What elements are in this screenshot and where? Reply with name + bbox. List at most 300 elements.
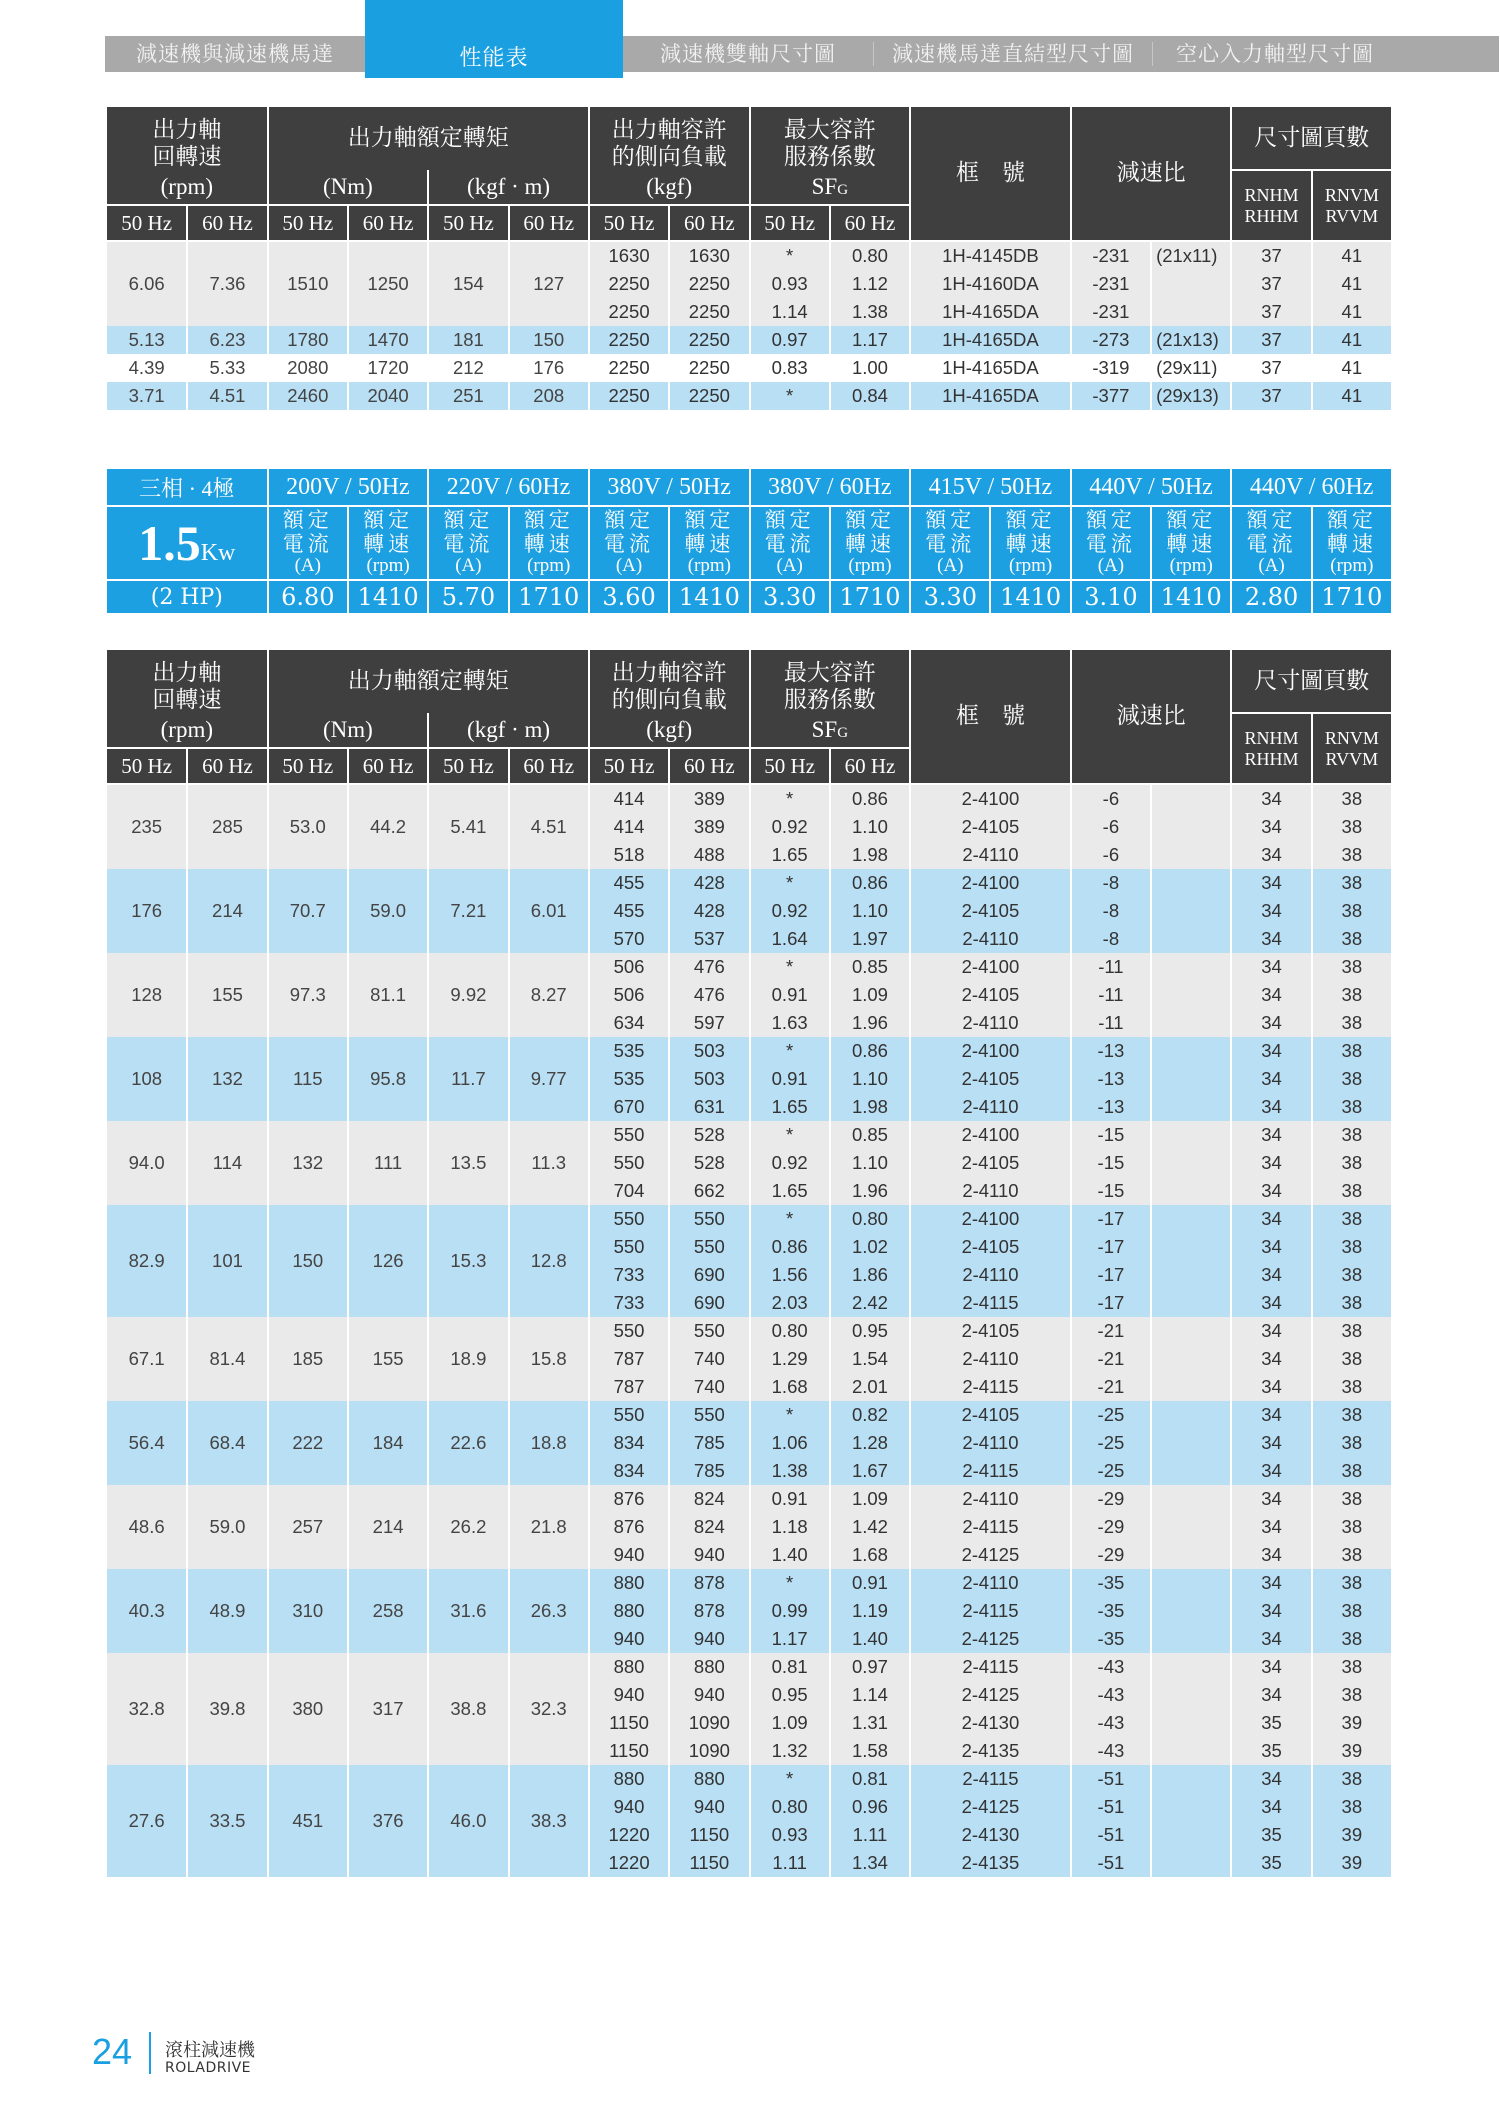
cell-side-load-50: 2250 — [589, 326, 669, 354]
cell-frame: 2-4110 — [910, 1177, 1071, 1205]
cell-sf-60: 1.10 — [830, 1149, 910, 1177]
motor-voltage-freq: 440V / 50Hz — [1071, 469, 1232, 506]
cell-rpm60: 132 — [187, 1037, 267, 1121]
cell-side-load-60: 2250 — [669, 298, 749, 326]
col-header-ratio: 減速比 — [1071, 107, 1232, 241]
cell-ratio-detail — [1151, 1289, 1231, 1317]
cell-frame: 2-4110 — [910, 1569, 1071, 1597]
cell-nm60: 317 — [348, 1653, 428, 1765]
cell-nm60: 2040 — [348, 382, 428, 410]
cell-dim-rnhm: 35 — [1231, 1821, 1311, 1849]
cell-dim-rnhm: 34 — [1231, 1541, 1311, 1569]
cell-side-load-60: 488 — [669, 841, 749, 869]
col-header-kgfm-unit: (kgf · m) — [428, 170, 589, 205]
cell-ratio-detail — [1151, 1121, 1231, 1149]
cell-ratio: -6 — [1071, 784, 1151, 813]
cell-dim-rnvm: 38 — [1312, 1401, 1392, 1429]
cell-kg60: 18.8 — [509, 1401, 589, 1485]
cell-ratio-detail — [1151, 981, 1231, 1009]
motor-speed-label — [348, 506, 428, 580]
motor-current-label — [428, 506, 508, 580]
tab-double-shaft[interactable]: 減速機雙軸尺寸圖 — [660, 42, 836, 66]
cell-side-load-50: 880 — [589, 1597, 669, 1625]
col-header-sfg-unit: SFG — [750, 170, 911, 205]
cell-dim-rnvm: 38 — [1312, 1345, 1392, 1373]
cell-dim-rnvm: 38 — [1312, 1429, 1392, 1457]
tab-performance[interactable]: 性能表 — [365, 0, 623, 78]
cell-frame: 2-4105 — [910, 1149, 1071, 1177]
cell-side-load-60: 597 — [669, 1009, 749, 1037]
cell-ratio: -377 — [1071, 382, 1151, 410]
cell-dim-rnhm: 34 — [1231, 1233, 1311, 1261]
cell-side-load-50: 704 — [589, 1177, 669, 1205]
cell-dim-rnvm: 39 — [1312, 1849, 1392, 1877]
cell-ratio: -51 — [1071, 1765, 1151, 1793]
cell-dim-rnvm: 38 — [1312, 1765, 1392, 1793]
cell-ratio: -51 — [1071, 1849, 1151, 1877]
cell-nm50: 53.0 — [268, 784, 348, 869]
motor-power-unit: Kw — [200, 540, 236, 566]
cell-side-load-50: 834 — [589, 1429, 669, 1457]
tab-reducer-motor[interactable]: 減速機與減速機馬達 — [136, 42, 334, 66]
cell-side-load-50: 550 — [589, 1121, 669, 1149]
cell-frame: 2-4110 — [910, 925, 1071, 953]
cell-frame: 1H-4165DA — [910, 326, 1071, 354]
cell-side-load-60: 785 — [669, 1429, 749, 1457]
cell-sf-50: 0.91 — [750, 981, 830, 1009]
col-header-50hz: 50 Hz — [268, 205, 348, 241]
cell-frame: 1H-4160DA — [910, 270, 1071, 298]
cell-sf-60: 1.68 — [830, 1541, 910, 1569]
cell-frame: 2-4110 — [910, 1009, 1071, 1037]
cell-side-load-50: 2250 — [589, 298, 669, 326]
cell-kg50: 5.41 — [428, 784, 508, 869]
cell-dim-rnvm: 38 — [1312, 1625, 1392, 1653]
cell-ratio: -273 — [1071, 326, 1151, 354]
cell-dim-rnhm: 37 — [1231, 241, 1311, 270]
cell-side-load-60: 503 — [669, 1065, 749, 1093]
cell-dim-rnvm: 38 — [1312, 1317, 1392, 1345]
cell-dim-rnvm: 38 — [1312, 981, 1392, 1009]
cell-frame: 2-4105 — [910, 897, 1071, 925]
col-header-60hz: 60 Hz — [669, 748, 749, 784]
tab-direct-coupled[interactable]: 減速機馬達直結型尺寸圖 — [892, 42, 1134, 66]
cell-sf-50: * — [750, 1569, 830, 1597]
cell-ratio-detail — [1151, 1541, 1231, 1569]
cell-dim-rnhm: 37 — [1231, 326, 1311, 354]
cell-rpm60: 39.8 — [187, 1653, 267, 1765]
motor-speed-value: 1710 — [509, 580, 589, 614]
cell-side-load-60: 550 — [669, 1401, 749, 1429]
cell-sf-50: 1.56 — [750, 1261, 830, 1289]
cell-sf-50: 1.09 — [750, 1709, 830, 1737]
cell-frame: 2-4105 — [910, 1401, 1071, 1429]
motor-speed-value: 1410 — [990, 580, 1070, 614]
cell-dim-rnhm: 34 — [1231, 1373, 1311, 1401]
motor-speed-label — [1312, 506, 1392, 580]
footer-divider — [149, 2032, 151, 2074]
motor-speed-label-text: 額定 轉速 — [1326, 508, 1377, 556]
cell-side-load-50: 880 — [589, 1765, 669, 1793]
cell-sf-50: 0.86 — [750, 1233, 830, 1261]
cell-side-load-60: 528 — [669, 1121, 749, 1149]
motor-phase: 三相 · 4極 — [107, 469, 268, 506]
cell-nm60: 111 — [348, 1121, 428, 1205]
cell-sf-60: 1.38 — [830, 298, 910, 326]
cell-side-load-50: 880 — [589, 1569, 669, 1597]
motor-speed-value: 1710 — [1312, 580, 1392, 614]
cell-dim-rnvm: 38 — [1312, 1093, 1392, 1121]
cell-ratio: -17 — [1071, 1289, 1151, 1317]
cell-ratio: -25 — [1071, 1429, 1151, 1457]
cell-ratio: -43 — [1071, 1681, 1151, 1709]
motor-speed-unit: (rpm) — [1008, 554, 1053, 576]
cell-sf-60: 1.31 — [830, 1709, 910, 1737]
cell-dim-rnvm: 41 — [1312, 241, 1392, 270]
cell-rpm50: 82.9 — [107, 1205, 187, 1317]
cell-nm50: 70.7 — [268, 869, 348, 953]
cell-nm60: 59.0 — [348, 869, 428, 953]
cell-dim-rnhm: 34 — [1231, 1569, 1311, 1597]
cell-side-load-60: 631 — [669, 1093, 749, 1121]
motor-current-label-text: 額定 電流 — [1246, 508, 1297, 556]
col-header-service-factor: 最大容許 服務係數 — [750, 650, 911, 713]
cell-frame: 1H-4165DA — [910, 298, 1071, 326]
cell-dim-rnvm: 41 — [1312, 270, 1392, 298]
cell-ratio: -231 — [1071, 298, 1151, 326]
cell-sf-60: 0.86 — [830, 784, 910, 813]
cell-dim-rnhm: 35 — [1231, 1849, 1311, 1877]
cell-dim-rnhm: 34 — [1231, 1093, 1311, 1121]
cell-dim-rnhm: 34 — [1231, 1625, 1311, 1653]
col-header-frame: 框 號 — [910, 650, 1071, 784]
cell-ratio: -8 — [1071, 869, 1151, 897]
cell-sf-60: 1.19 — [830, 1597, 910, 1625]
motor-speed-value: 1710 — [830, 580, 910, 614]
cell-kg50: 181 — [428, 326, 508, 354]
cell-side-load-60: 940 — [669, 1541, 749, 1569]
cell-frame: 2-4110 — [910, 1345, 1071, 1373]
cell-kg50: 22.6 — [428, 1401, 508, 1485]
cell-nm50: 115 — [268, 1037, 348, 1121]
cell-sf-60: 1.10 — [830, 1065, 910, 1093]
cell-ratio: -25 — [1071, 1457, 1151, 1485]
cell-frame: 1H-4165DA — [910, 382, 1071, 410]
cell-ratio: -29 — [1071, 1541, 1151, 1569]
cell-sf-50: * — [750, 241, 830, 270]
cell-ratio-detail — [1151, 1737, 1231, 1765]
cell-side-load-50: 414 — [589, 813, 669, 841]
cell-dim-rnvm: 38 — [1312, 1457, 1392, 1485]
cell-side-load-50: 550 — [589, 1317, 669, 1345]
col-header-50hz: 50 Hz — [750, 748, 830, 784]
cell-ratio: -6 — [1071, 841, 1151, 869]
cell-frame: 2-4130 — [910, 1821, 1071, 1849]
cell-ratio: -231 — [1071, 241, 1151, 270]
cell-kg60: 21.8 — [509, 1485, 589, 1569]
cell-ratio-detail — [1151, 1317, 1231, 1345]
cell-nm60: 126 — [348, 1205, 428, 1317]
motor-speed-label-text: 額定 轉速 — [523, 508, 574, 556]
motor-current-value: 3.30 — [910, 580, 990, 614]
cell-sf-50: 2.03 — [750, 1289, 830, 1317]
cell-ratio-detail — [1151, 841, 1231, 869]
cell-kg50: 31.6 — [428, 1569, 508, 1653]
cell-side-load-50: 940 — [589, 1625, 669, 1653]
cell-ratio-detail — [1151, 1849, 1231, 1877]
cell-sf-50: * — [750, 953, 830, 981]
cell-dim-rnhm: 34 — [1231, 813, 1311, 841]
cell-ratio-detail — [1151, 1429, 1231, 1457]
cell-ratio-detail — [1151, 1065, 1231, 1093]
motor-speed-label-text: 額定 轉速 — [1166, 508, 1217, 556]
motor-current-value: 3.60 — [589, 580, 669, 614]
motor-speed-label — [669, 506, 749, 580]
cell-dim-rnvm: 38 — [1312, 1653, 1392, 1681]
cell-rpm50: 176 — [107, 869, 187, 953]
col-header-50hz: 50 Hz — [268, 748, 348, 784]
motor-speed-label-text: 額定 轉速 — [363, 508, 414, 556]
cell-sf-50: 1.64 — [750, 925, 830, 953]
cell-side-load-50: 455 — [589, 869, 669, 897]
cell-side-load-60: 1150 — [669, 1849, 749, 1877]
cell-side-load-60: 2250 — [669, 382, 749, 410]
motor-current-label — [1231, 506, 1311, 580]
cell-sf-50: 0.91 — [750, 1065, 830, 1093]
cell-ratio: -35 — [1071, 1625, 1151, 1653]
cell-dim-rnvm: 38 — [1312, 1289, 1392, 1317]
cell-ratio-detail — [1151, 1821, 1231, 1849]
cell-dim-rnvm: 38 — [1312, 1205, 1392, 1233]
cell-sf-50: 0.99 — [750, 1597, 830, 1625]
cell-frame: 2-4110 — [910, 1093, 1071, 1121]
table-row — [107, 869, 1392, 897]
cell-ratio: -43 — [1071, 1737, 1151, 1765]
cell-frame: 2-4100 — [910, 1205, 1071, 1233]
cell-nm60: 1250 — [348, 241, 428, 326]
cell-sf-60: 0.97 — [830, 1653, 910, 1681]
cell-side-load-60: 740 — [669, 1373, 749, 1401]
motor-speed-unit: (rpm) — [848, 554, 892, 576]
cell-dim-rnvm: 38 — [1312, 1121, 1392, 1149]
cell-kg50: 26.2 — [428, 1485, 508, 1569]
motor-current-unit: (A) — [1258, 554, 1285, 576]
cell-sf-60: 0.84 — [830, 382, 910, 410]
cell-dim-rnhm: 34 — [1231, 1205, 1311, 1233]
col-header-50hz: 50 Hz — [589, 205, 669, 241]
cell-side-load-60: 880 — [669, 1765, 749, 1793]
cell-dim-rnvm: 38 — [1312, 1569, 1392, 1597]
cell-kg60: 11.3 — [509, 1121, 589, 1205]
cell-dim-rnhm: 34 — [1231, 1345, 1311, 1373]
tab-hollow-input[interactable]: 空心入力軸型尺寸圖 — [1176, 42, 1374, 66]
motor-voltage-freq: 200V / 50Hz — [268, 469, 429, 506]
col-header-dim-pages: 尺寸圖頁數 — [1231, 650, 1392, 713]
cell-dim-rnhm: 34 — [1231, 1681, 1311, 1709]
motor-current-label — [589, 506, 669, 580]
cell-dim-rnvm: 38 — [1312, 1177, 1392, 1205]
cell-frame: 2-4115 — [910, 1513, 1071, 1541]
cell-dim-rnhm: 37 — [1231, 354, 1311, 382]
cell-dim-rnvm: 39 — [1312, 1821, 1392, 1849]
cell-sf-60: 1.98 — [830, 841, 910, 869]
cell-ratio-detail: (29x13) — [1151, 382, 1231, 410]
cell-rpm60: 214 — [187, 869, 267, 953]
cell-kg50: 212 — [428, 354, 508, 382]
cell-kg60: 38.3 — [509, 1765, 589, 1877]
performance-table-1h — [107, 107, 1393, 410]
cell-ratio: -8 — [1071, 925, 1151, 953]
cell-rpm60: 5.33 — [187, 354, 267, 382]
motor-power-value: 1.5 — [138, 515, 201, 571]
top-nav — [0, 0, 1500, 78]
cell-side-load-60: 428 — [669, 869, 749, 897]
cell-side-load-60: 878 — [669, 1597, 749, 1625]
cell-frame: 2-4125 — [910, 1681, 1071, 1709]
cell-frame: 2-4115 — [910, 1289, 1071, 1317]
cell-kg60: 26.3 — [509, 1569, 589, 1653]
cell-ratio-detail — [1151, 1037, 1231, 1065]
motor-speed-value: 1410 — [1151, 580, 1231, 614]
cell-frame: 2-4115 — [910, 1373, 1071, 1401]
cell-sf-50: 1.65 — [750, 841, 830, 869]
cell-side-load-50: 634 — [589, 1009, 669, 1037]
cell-kg60: 6.01 — [509, 869, 589, 953]
motor-speed-value: 1410 — [669, 580, 749, 614]
cell-sf-50: 0.95 — [750, 1681, 830, 1709]
col-header-rnhm: RNHM RHHM — [1231, 170, 1311, 241]
cell-side-load-50: 506 — [589, 953, 669, 981]
cell-side-load-60: 940 — [669, 1793, 749, 1821]
cell-frame: 2-4105 — [910, 813, 1071, 841]
col-header-rpm-unit: (rpm) — [107, 170, 268, 205]
cell-side-load-60: 528 — [669, 1149, 749, 1177]
cell-nm50: 97.3 — [268, 953, 348, 1037]
cell-dim-rnvm: 38 — [1312, 925, 1392, 953]
table-row — [107, 784, 1392, 813]
col-header-kgf-unit: (kgf) — [589, 713, 750, 748]
cell-ratio: -17 — [1071, 1205, 1151, 1233]
cell-ratio: -15 — [1071, 1121, 1151, 1149]
motor-power — [107, 506, 268, 580]
cell-ratio-detail — [1151, 1233, 1231, 1261]
cell-nm60: 44.2 — [348, 784, 428, 869]
cell-dim-rnhm: 37 — [1231, 298, 1311, 326]
cell-rpm60: 114 — [187, 1121, 267, 1205]
cell-side-load-50: 2250 — [589, 270, 669, 298]
cell-dim-rnvm: 38 — [1312, 1681, 1392, 1709]
cell-ratio: -319 — [1071, 354, 1151, 382]
cell-sf-60: 0.85 — [830, 953, 910, 981]
col-header-out-speed: 出力軸 回轉速 — [107, 107, 268, 170]
cell-frame: 2-4115 — [910, 1457, 1071, 1485]
cell-side-load-60: 476 — [669, 981, 749, 1009]
cell-nm50: 257 — [268, 1485, 348, 1569]
table-row — [107, 241, 1392, 270]
col-header-kgfm-unit: (kgf · m) — [428, 713, 589, 748]
cell-dim-rnvm: 41 — [1312, 326, 1392, 354]
cell-side-load-50: 876 — [589, 1513, 669, 1541]
cell-side-load-50: 518 — [589, 841, 669, 869]
cell-sf-50: 1.65 — [750, 1093, 830, 1121]
col-header-dim-pages: 尺寸圖頁數 — [1231, 107, 1392, 170]
cell-frame: 2-4125 — [910, 1793, 1071, 1821]
cell-side-load-60: 2250 — [669, 326, 749, 354]
cell-side-load-60: 878 — [669, 1569, 749, 1597]
cell-sf-60: 1.34 — [830, 1849, 910, 1877]
motor-current-label-text: 額定 電流 — [925, 508, 976, 556]
cell-kg50: 18.9 — [428, 1317, 508, 1401]
cell-frame: 1H-4145DB — [910, 241, 1071, 270]
cell-side-load-50: 550 — [589, 1401, 669, 1429]
col-header-60hz: 60 Hz — [187, 748, 267, 784]
col-header-torque: 出力軸額定轉矩 — [268, 107, 589, 170]
cell-ratio: -25 — [1071, 1401, 1151, 1429]
cell-sf-60: 1.09 — [830, 981, 910, 1009]
cell-ratio-detail: (21x13) — [1151, 326, 1231, 354]
cell-sf-50: 0.80 — [750, 1317, 830, 1345]
cell-dim-rnhm: 34 — [1231, 1121, 1311, 1149]
motor-current-label-text: 額定 電流 — [1085, 508, 1136, 556]
cell-dim-rnhm: 34 — [1231, 1429, 1311, 1457]
motor-current-unit: (A) — [455, 554, 482, 576]
cell-side-load-60: 503 — [669, 1037, 749, 1065]
cell-sf-50: * — [750, 869, 830, 897]
col-header-60hz: 60 Hz — [509, 205, 589, 241]
cell-side-load-60: 690 — [669, 1261, 749, 1289]
motor-current-label — [910, 506, 990, 580]
cell-sf-60: 1.10 — [830, 897, 910, 925]
cell-side-load-60: 1090 — [669, 1709, 749, 1737]
cell-frame: 1H-4165DA — [910, 354, 1071, 382]
cell-kg60: 32.3 — [509, 1653, 589, 1765]
cell-rpm50: 108 — [107, 1037, 187, 1121]
cell-side-load-50: 2250 — [589, 354, 669, 382]
cell-sf-50: * — [750, 1205, 830, 1233]
cell-dim-rnvm: 38 — [1312, 1485, 1392, 1513]
cell-dim-rnhm: 34 — [1231, 1485, 1311, 1513]
cell-sf-60: 0.85 — [830, 1121, 910, 1149]
col-header-torque: 出力軸額定轉矩 — [268, 650, 589, 713]
cell-sf-50: * — [750, 1401, 830, 1429]
cell-sf-50: 1.38 — [750, 1457, 830, 1485]
cell-sf-60: 1.40 — [830, 1625, 910, 1653]
cell-side-load-60: 476 — [669, 953, 749, 981]
motor-speed-unit: (rpm) — [527, 554, 571, 576]
cell-nm50: 2080 — [268, 354, 348, 382]
cell-dim-rnvm: 38 — [1312, 1513, 1392, 1541]
cell-dim-rnvm: 38 — [1312, 1261, 1392, 1289]
cell-nm50: 310 — [268, 1569, 348, 1653]
cell-rpm60: 48.9 — [187, 1569, 267, 1653]
cell-sf-50: 0.93 — [750, 270, 830, 298]
cell-ratio-detail — [1151, 869, 1231, 897]
cell-side-load-50: 787 — [589, 1373, 669, 1401]
cell-sf-50: 1.40 — [750, 1541, 830, 1569]
cell-frame: 2-4135 — [910, 1849, 1071, 1877]
table-row — [107, 1485, 1392, 1513]
cell-side-load-60: 389 — [669, 784, 749, 813]
cell-nm50: 451 — [268, 1765, 348, 1877]
cell-ratio-detail — [1151, 784, 1231, 813]
motor-spec-table — [107, 469, 1393, 615]
cell-kg60: 4.51 — [509, 784, 589, 869]
col-header-60hz: 60 Hz — [348, 205, 428, 241]
cell-dim-rnvm: 41 — [1312, 298, 1392, 326]
cell-rpm60: 33.5 — [187, 1765, 267, 1877]
cell-frame: 2-4125 — [910, 1625, 1071, 1653]
col-header-rpm-unit: (rpm) — [107, 713, 268, 748]
